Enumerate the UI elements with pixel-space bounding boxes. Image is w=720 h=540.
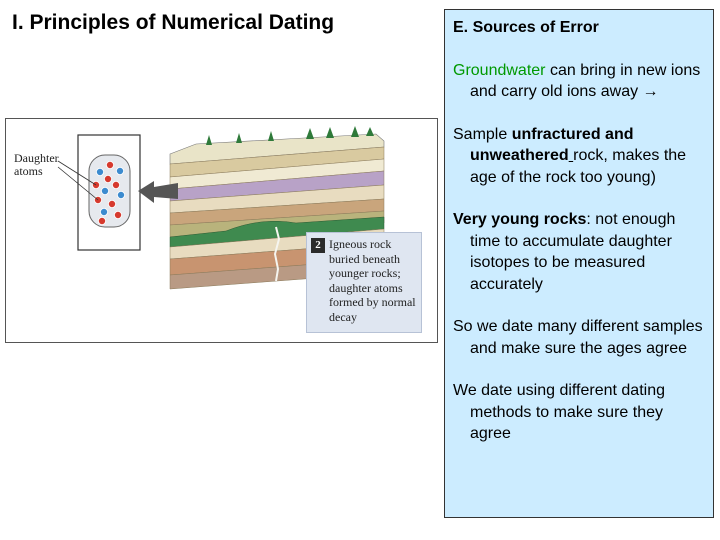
groundwater-term: Groundwater	[453, 61, 546, 79]
young-rocks-text: : not enough time to accumulate daughter isotopes to be measured accurately	[470, 211, 676, 293]
sources-of-error-panel	[444, 9, 714, 518]
rock-layers-figure	[5, 118, 438, 343]
daughter-atoms-label: Daughter atoms	[14, 151, 59, 178]
figure-caption	[306, 232, 422, 333]
young-rocks-term: Very young rocks	[453, 211, 587, 228]
sample-lead: Sample	[453, 125, 512, 143]
paragraph-groundwater	[453, 60, 705, 103]
caption-number: 2	[311, 238, 325, 253]
groundwater-text: can bring in new ions and carry old ions away	[470, 61, 701, 100]
paragraph-dating-methods: We date using different dating methods to make sure they agree	[453, 382, 665, 442]
paragraph-many-samples: So we date many different samples and make sure the ages agree	[453, 318, 703, 357]
page-title: I. Principles of Numerical Dating	[12, 11, 335, 34]
panel-heading: E. Sources of Error	[453, 19, 599, 36]
paragraph-sample	[453, 124, 705, 189]
unfractured-term: unfractured and unweathered	[470, 125, 634, 164]
caption-text: Igneous rock buried beneath younger rocks; daughter atoms formed by normal decay	[329, 237, 416, 324]
right-arrow-icon: →	[642, 83, 659, 100]
paragraph-young-rocks	[453, 209, 705, 295]
sample-text: rock, makes the age of the rock too young)	[470, 147, 687, 186]
